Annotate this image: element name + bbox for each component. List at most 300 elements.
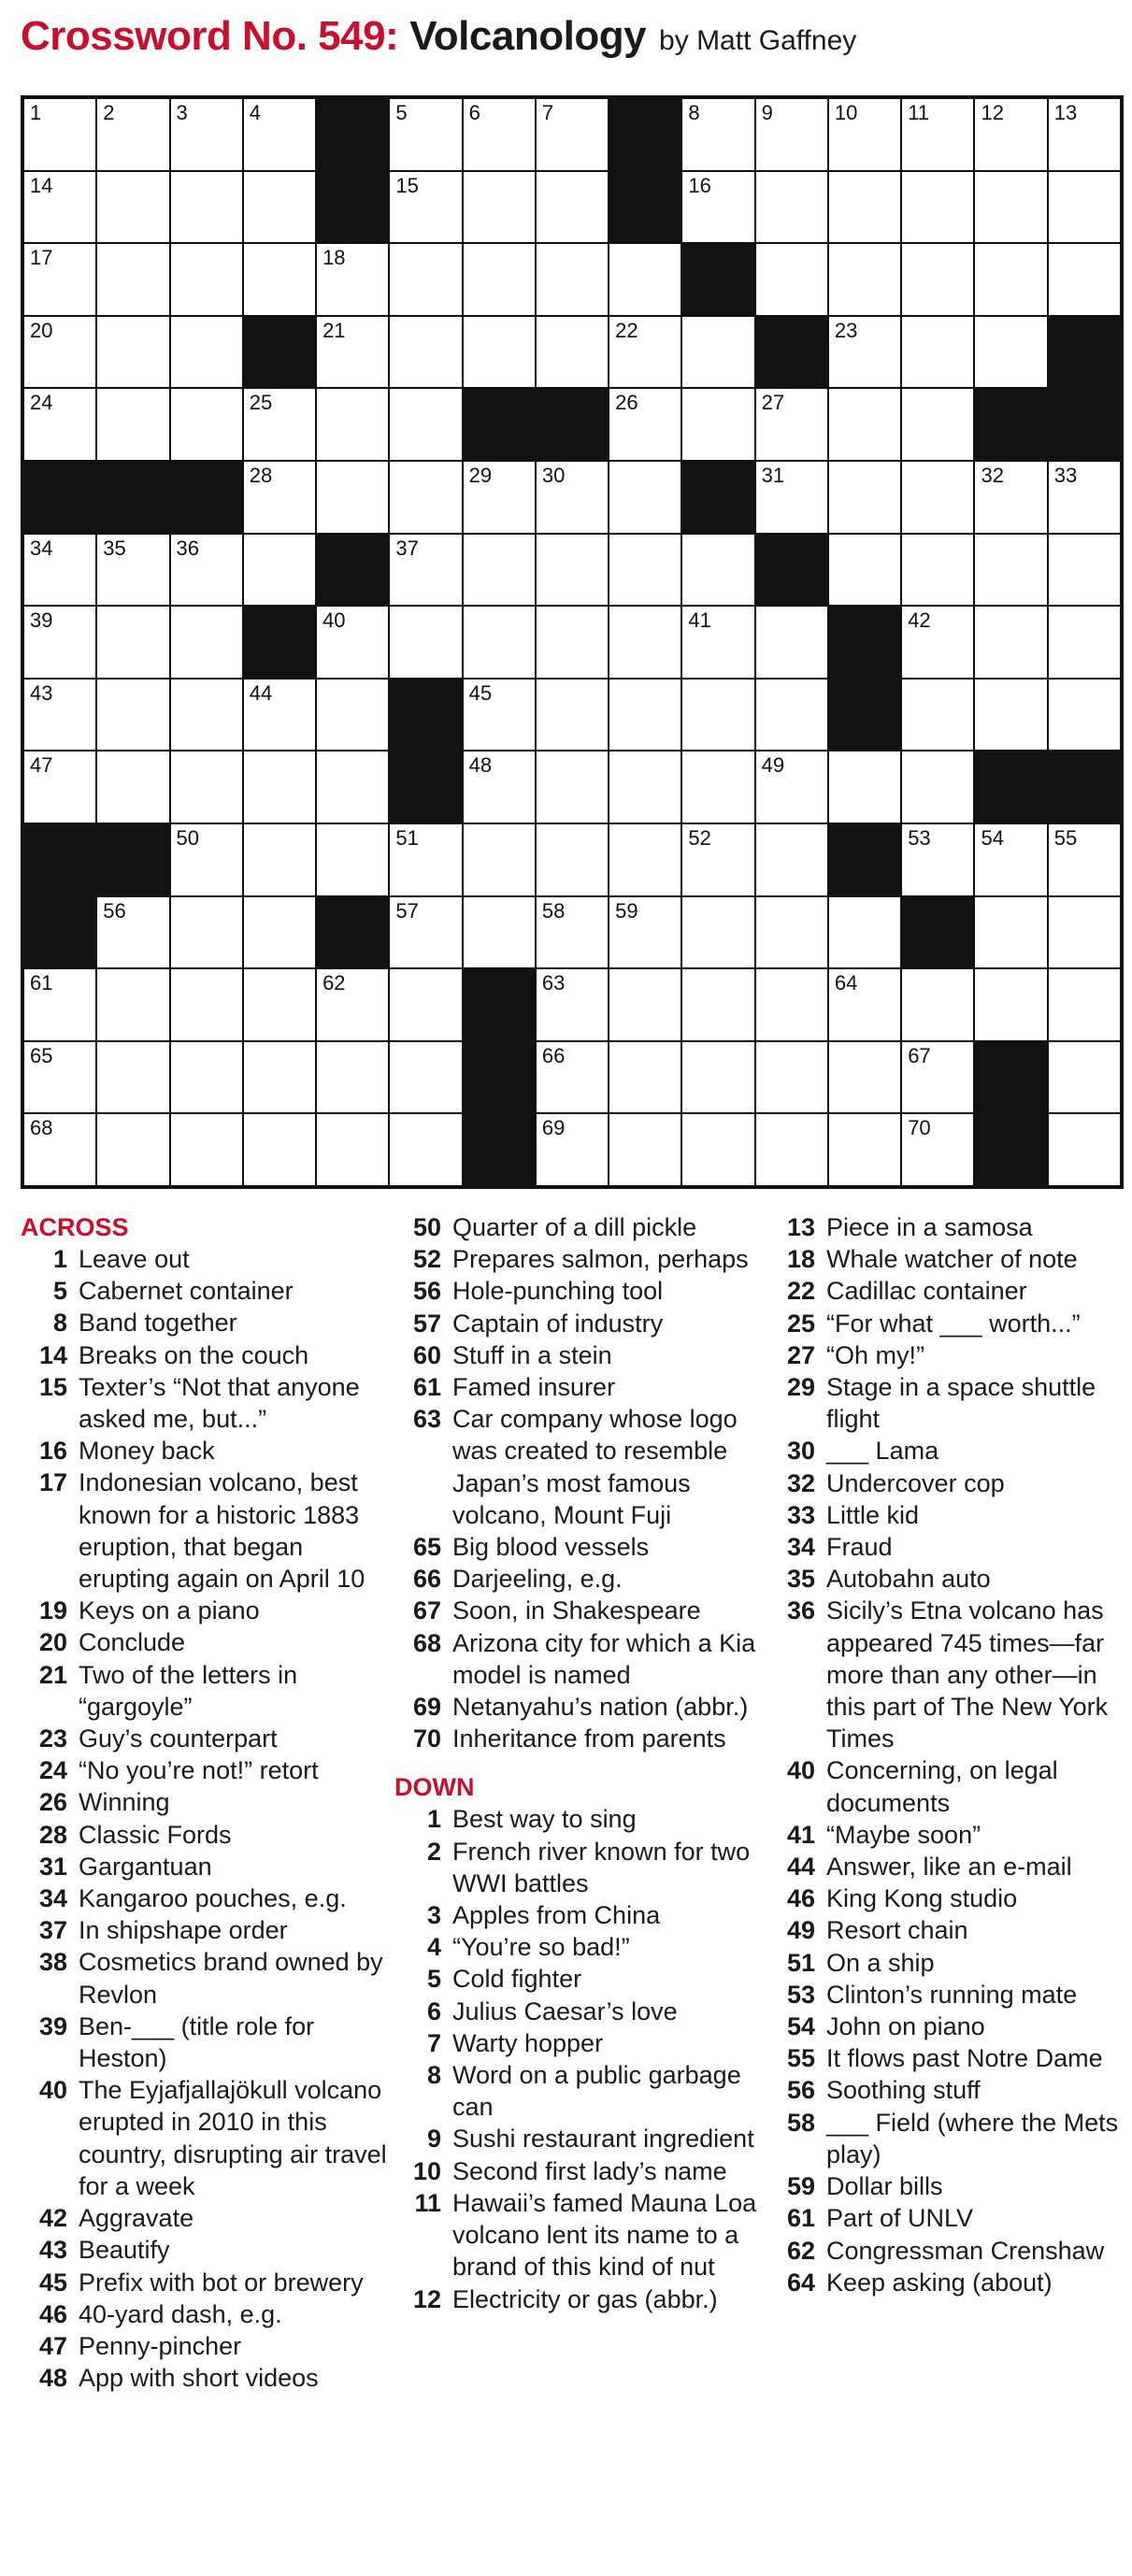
grid-cell[interactable] [682,99,753,170]
grid-cell[interactable] [1049,897,1120,968]
grid-cell[interactable] [97,535,168,606]
grid-cell[interactable] [537,317,608,388]
grid-cell[interactable] [244,462,315,533]
grid-cell[interactable] [829,462,900,533]
grid-cell[interactable] [682,897,753,968]
grid-cell[interactable] [464,317,535,388]
down-clue [768,2170,1124,2202]
grid-cell[interactable] [975,535,1046,606]
grid-cell[interactable] [756,1042,827,1113]
grid-cell[interactable] [171,680,242,751]
clue-text: Cosmetics brand owned by Revlon [79,1948,383,2009]
grid-cell[interactable] [24,172,95,243]
grid-cell[interactable] [537,680,608,751]
grid-cell[interactable] [1049,172,1120,243]
grid-cell[interactable] [171,1114,242,1185]
grid-cell[interactable] [609,824,681,895]
grid-cell[interactable] [97,99,168,170]
grid-cell[interactable] [24,1042,95,1113]
grid-cell[interactable] [390,897,461,968]
grid-cell[interactable] [24,535,95,606]
grid-cell[interactable] [1049,1042,1120,1113]
grid-block [464,1042,535,1113]
grid-cell[interactable] [537,1042,608,1113]
clue-text: Ben-___ (title role for Heston) [79,2011,315,2073]
cell-number: 11 [908,101,930,124]
grid-cell[interactable] [609,317,681,388]
grid-cell[interactable] [609,1114,681,1185]
down-clue [768,1531,1124,1563]
cell-number: 23 [834,318,858,342]
grid-cell[interactable] [609,462,681,533]
cell-number: 39 [30,608,53,633]
clue-number: 56 [786,2076,815,2105]
clue-number: 41 [786,1820,815,1849]
clue-number: 61 [786,2204,815,2233]
grid-cell[interactable] [97,389,168,460]
cell-number: 37 [395,536,419,560]
grid-cell[interactable] [975,607,1046,678]
cell-number: 33 [1053,463,1078,487]
clue-number: 24 [38,1756,67,1785]
grid-cell[interactable] [317,969,388,1040]
clue-number: 40 [786,1756,815,1785]
clue-number: 8 [426,2061,441,2090]
grid-cell[interactable] [24,1114,95,1185]
grid-cell[interactable] [244,389,315,460]
down-clue [768,1979,1124,2011]
grid-cell[interactable] [975,99,1046,170]
grid-cell[interactable] [171,1042,242,1113]
grid-cell[interactable] [1049,244,1120,315]
clue-text: Dollar bills [826,2172,943,2201]
grid-cell[interactable] [756,969,827,1040]
clue-text: Famed insurer [452,1373,616,1402]
grid-cell[interactable] [390,969,461,1040]
grid-block [97,824,168,895]
grid-cell[interactable] [24,244,95,315]
grid-block [609,172,681,243]
grid-cell[interactable] [537,607,608,678]
grid-cell[interactable] [756,99,827,170]
clue-text: Fraud [826,1533,893,1562]
grid-cell[interactable] [171,389,242,460]
grid-cell[interactable] [1049,535,1120,606]
cell-number: 68 [30,1116,53,1140]
grid-cell[interactable] [244,172,315,243]
across-clue [21,2298,390,2330]
grid-cell[interactable] [1049,680,1120,751]
grid-cell[interactable] [975,244,1046,315]
grid-cell[interactable] [902,244,973,315]
grid-cell[interactable] [902,317,973,388]
cell-number: 32 [981,463,1004,487]
grid-cell[interactable] [609,969,681,1040]
across-clue [21,1882,390,1914]
grid-block [682,244,753,315]
grid-cell[interactable] [171,244,242,315]
clue-number: 64 [786,2268,815,2297]
grid-cell[interactable] [24,680,95,751]
grid-cell[interactable] [24,99,95,170]
grid-cell[interactable] [902,1114,973,1185]
cell-number: 42 [908,608,931,633]
grid-cell[interactable] [829,1042,900,1113]
clue-column-2 [394,1211,764,2315]
grid-cell[interactable] [464,607,535,678]
grid-cell[interactable] [756,824,827,895]
grid-cell[interactable] [317,1114,388,1185]
grid-cell[interactable] [390,244,461,315]
grid-cell[interactable] [975,969,1046,1040]
clue-number: 25 [786,1309,815,1338]
grid-cell[interactable] [97,680,168,751]
clue-number: 3 [426,1901,441,1930]
down-clue [768,1308,1124,1339]
grid-cell[interactable] [902,607,973,678]
grid-cell[interactable] [537,172,608,243]
grid-cell[interactable] [609,389,681,460]
grid-cell[interactable] [682,824,753,895]
clue-number: 53 [786,1980,815,2009]
grid-cell[interactable] [244,535,315,606]
grid-cell[interactable] [975,172,1046,243]
grid-block [829,680,900,751]
clue-number: 22 [786,1277,815,1306]
grid-block [756,317,827,388]
grid-cell[interactable] [609,751,681,823]
grid-cell[interactable] [756,244,827,315]
cell-number: 16 [688,173,711,197]
grid-cell[interactable] [829,99,900,170]
grid-cell[interactable] [756,897,827,968]
across-clue [21,2234,390,2266]
cell-number: 17 [30,246,53,270]
grid-cell[interactable] [97,751,168,823]
grid-cell[interactable] [171,751,242,823]
grid-cell[interactable] [244,969,315,1040]
grid-cell[interactable] [1049,99,1120,170]
across-clue [21,1819,390,1851]
grid-cell[interactable] [317,462,388,533]
cell-number: 48 [468,753,493,778]
grid-cell[interactable] [390,99,461,170]
grid-cell[interactable] [829,244,900,315]
clue-text: Quarter of a dill pickle [452,1213,697,1241]
grid-cell[interactable] [902,680,973,751]
grid-cell[interactable] [829,1114,900,1185]
clue-text: Gargantuan [79,1852,212,1881]
grid-cell[interactable] [317,824,388,895]
grid-block [464,969,535,1040]
grid-cell[interactable] [975,897,1046,968]
clue-text: Hole-punching tool [452,1277,664,1306]
clue-text: “No you’re not!” retort [79,1756,319,1785]
cell-number: 31 [761,463,785,487]
grid-cell[interactable] [464,244,535,315]
clue-text: Concerning, on legal documents [826,1756,1058,1817]
grid-cell[interactable] [171,99,242,170]
clue-text: Band together [79,1309,237,1338]
grid-cell[interactable] [829,172,900,243]
grid-block [975,389,1046,460]
clue-number: 20 [38,1628,67,1657]
clue-number: 46 [38,2299,67,2328]
down-clue [768,2074,1124,2106]
grid-cell[interactable] [682,172,753,243]
grid-cell[interactable] [537,462,608,533]
grid-cell[interactable] [1049,1114,1120,1185]
grid-cell[interactable] [464,824,535,895]
clue-number: 11 [414,2188,441,2217]
grid-cell[interactable] [682,607,753,678]
down-clue [768,1563,1124,1595]
grid-cell[interactable] [682,751,753,823]
grid-cell[interactable] [97,244,168,315]
grid-cell[interactable] [756,751,827,823]
grid-cell[interactable] [390,1114,461,1185]
cell-number: 12 [981,101,1004,124]
down-clue [768,1914,1124,1946]
down-clue [768,1754,1124,1818]
grid-cell[interactable] [829,751,900,823]
grid-cell[interactable] [975,462,1046,533]
grid-cell[interactable] [317,751,388,823]
across-clue [394,1627,764,1691]
clue-text: Two of the letters in “gargoyle” [79,1660,298,1721]
grid-cell[interactable] [244,680,315,751]
down-clue [394,1899,764,1931]
grid-cell[interactable] [317,1042,388,1113]
grid-cell[interactable] [171,824,242,895]
grid-cell[interactable] [24,751,95,823]
grid-cell[interactable] [24,389,95,460]
grid-cell[interactable] [829,535,900,606]
grid-cell[interactable] [171,172,242,243]
grid-cell[interactable] [537,751,608,823]
cell-number: 18 [322,246,346,270]
grid-cell[interactable] [902,389,973,460]
grid-cell[interactable] [829,389,900,460]
clue-number: 29 [786,1373,815,1402]
crossword-grid [21,95,1124,1189]
grid-cell[interactable] [756,389,827,460]
grid-cell[interactable] [682,1114,753,1185]
grid-cell[interactable] [97,1042,168,1113]
grid-cell[interactable] [97,969,168,1040]
cell-number: 55 [1053,825,1078,850]
clue-text: Breaks on the couch [79,1340,309,1369]
cell-number: 2 [103,101,115,124]
grid-cell[interactable] [537,1114,608,1185]
grid-cell[interactable] [537,897,608,968]
grid-cell[interactable] [317,607,388,678]
grid-cell[interactable] [1049,607,1120,678]
grid-cell[interactable] [609,244,681,315]
grid-cell[interactable] [171,897,242,968]
grid-cell[interactable] [1049,824,1120,895]
grid-cell[interactable] [537,535,608,606]
across-clue [21,1914,390,1946]
grid-cell[interactable] [609,680,681,751]
grid-cell[interactable] [317,389,388,460]
clue-text: Soon, in Shakespeare [452,1596,701,1625]
grid-cell[interactable] [244,897,315,968]
grid-cell[interactable] [464,751,535,823]
grid-cell[interactable] [682,389,753,460]
grid-cell[interactable] [756,172,827,243]
grid-cell[interactable] [390,462,461,533]
grid-cell[interactable] [317,244,388,315]
grid-cell[interactable] [244,1042,315,1113]
grid-cell[interactable] [537,969,608,1040]
grid-cell[interactable] [171,607,242,678]
clue-number: 39 [38,2011,67,2040]
grid-cell[interactable] [902,1042,973,1113]
clue-text: Answer, like an e-mail [826,1853,1072,1882]
cell-number: 61 [30,971,53,995]
grid-cell[interactable] [317,680,388,751]
clue-number: 49 [786,1916,815,1945]
clue-number: 32 [786,1468,815,1497]
down-clue [394,2059,764,2123]
grid-cell[interactable] [1049,969,1120,1040]
grid-cell[interactable] [682,535,753,606]
across-clue [21,1435,390,1467]
clue-text: “Maybe soon” [826,1820,982,1849]
grid-cell[interactable] [244,751,315,823]
down-clue [394,1931,764,1963]
grid-cell[interactable] [829,969,900,1040]
grid-cell[interactable] [609,535,681,606]
cell-number: 59 [615,898,638,923]
grid-cell[interactable] [829,897,900,968]
grid-cell[interactable] [464,462,535,533]
grid-cell[interactable] [97,172,168,243]
grid-cell[interactable] [902,824,973,895]
grid-cell[interactable] [171,969,242,1040]
grid-cell[interactable] [902,172,973,243]
cell-number: 64 [834,971,858,995]
grid-cell[interactable] [244,244,315,315]
across-clue [21,1275,390,1307]
down-clue [768,1371,1124,1435]
grid-cell[interactable] [902,462,973,533]
clue-number: 55 [786,2044,815,2073]
grid-cell[interactable] [975,317,1046,388]
grid-cell[interactable] [390,172,461,243]
grid-cell[interactable] [390,535,461,606]
clue-text: Money back [79,1437,215,1466]
grid-cell[interactable] [975,824,1046,895]
across-clue [21,1595,390,1626]
grid-cell[interactable] [97,317,168,388]
cell-number: 8 [688,101,700,124]
grid-cell[interactable] [902,535,973,606]
grid-cell[interactable] [464,680,535,751]
clue-text: “For what ___ worth...” [826,1309,1081,1338]
grid-cell[interactable] [244,824,315,895]
grid-cell[interactable] [682,680,753,751]
down-clue [768,1435,1124,1467]
grid-cell[interactable] [682,969,753,1040]
grid-cell[interactable] [464,897,535,968]
grid-cell[interactable] [390,1042,461,1113]
clue-text: ___ Lama [826,1437,939,1466]
grid-cell[interactable] [244,1114,315,1185]
grid-cell[interactable] [97,1114,168,1185]
grid-block [756,535,827,606]
clue-number: 30 [786,1437,815,1466]
grid-cell[interactable] [682,317,753,388]
grid-cell[interactable] [171,317,242,388]
grid-cell[interactable] [902,969,973,1040]
cell-number: 41 [688,608,711,633]
grid-cell[interactable] [171,535,242,606]
grid-cell[interactable] [609,897,681,968]
across-clue [21,1243,390,1275]
grid-cell[interactable] [829,317,900,388]
grid-block [975,1042,1046,1113]
grid-cell[interactable] [975,680,1046,751]
grid-cell[interactable] [609,607,681,678]
grid-cell[interactable] [390,389,461,460]
clue-number: 16 [38,1437,67,1466]
clue-number: 17 [38,1468,67,1497]
clue-text: Electricity or gas (abbr.) [452,2284,718,2313]
clue-text: Prepares salmon, perhaps [452,1245,749,1274]
grid-cell[interactable] [682,1042,753,1113]
grid-cell[interactable] [756,1114,827,1185]
grid-cell[interactable] [902,99,973,170]
across-clue [21,2202,390,2234]
grid-cell[interactable] [609,1042,681,1113]
grid-cell[interactable] [24,317,95,388]
clue-number: 7 [426,2028,441,2057]
grid-cell[interactable] [756,462,827,533]
grid-cell[interactable] [317,317,388,388]
clue-text: Resort chain [826,1916,968,1945]
grid-cell[interactable] [902,751,973,823]
grid-cell[interactable] [24,607,95,678]
down-heading: DOWN [394,1773,475,1802]
grid-cell[interactable] [756,680,827,751]
grid-cell[interactable] [97,897,168,968]
across-clue [21,1371,390,1435]
cell-number: 52 [688,825,711,850]
grid-cell[interactable] [537,244,608,315]
grid-cell[interactable] [244,99,315,170]
cell-number: 70 [908,1116,931,1140]
grid-cell[interactable] [537,824,608,895]
grid-cell[interactable] [464,172,535,243]
grid-cell[interactable] [390,824,461,895]
grid-cell[interactable] [464,535,535,606]
across-clue [394,1563,764,1595]
cell-number: 29 [468,463,493,487]
grid-cell[interactable] [97,607,168,678]
grid-cell[interactable] [24,969,95,1040]
grid-cell[interactable] [390,607,461,678]
grid-cell[interactable] [464,99,535,170]
clue-text: Word on a public garbage can [452,2061,741,2122]
grid-cell[interactable] [390,317,461,388]
grid-cell[interactable] [537,99,608,170]
cell-number: 24 [30,391,53,415]
down-clue [394,1996,764,2027]
grid-cell[interactable] [756,607,827,678]
grid-cell[interactable] [1049,462,1120,533]
